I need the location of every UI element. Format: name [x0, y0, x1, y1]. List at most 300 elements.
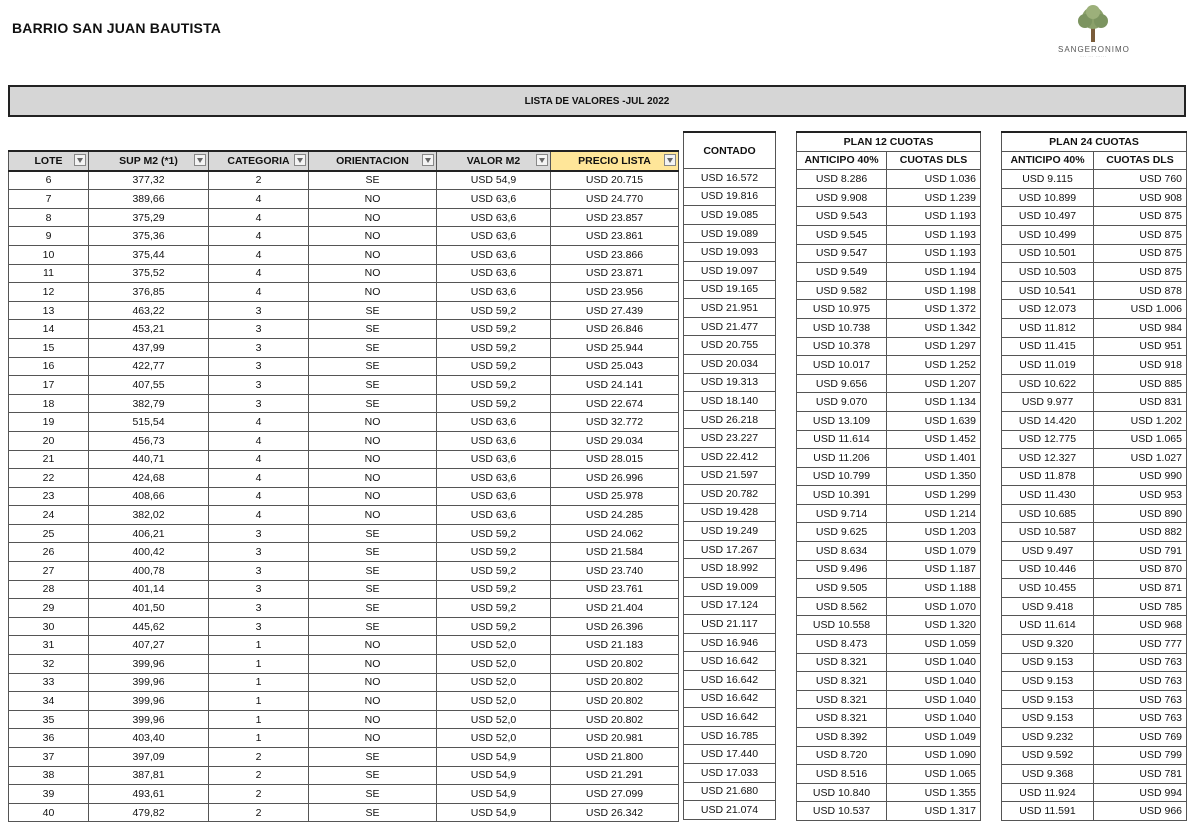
- table-row: [684, 299, 776, 318]
- table-row: [797, 653, 981, 672]
- anticipo-24-cell: USD 10.446: [1002, 560, 1094, 579]
- sup-cell: 401,14: [89, 580, 209, 599]
- valor-m2-cell: USD 52,0: [437, 692, 551, 711]
- anticipo-24-cell: USD 11.878: [1002, 467, 1094, 486]
- filter-dropdown-icon[interactable]: [536, 154, 548, 166]
- contado-cell: USD 21.117: [684, 615, 776, 634]
- cuotas-12-cell: USD 1.207: [887, 374, 981, 393]
- table-row: [684, 224, 776, 243]
- sup-cell: 375,44: [89, 245, 209, 264]
- precio-cell: USD 20.802: [551, 655, 679, 674]
- cuotas-24-cell: USD 966: [1094, 802, 1187, 821]
- table-row: [684, 373, 776, 392]
- anticipo-12-cell: USD 8.516: [797, 765, 887, 784]
- table-row: [9, 766, 679, 785]
- anticipo-12-cell: USD 9.545: [797, 225, 887, 244]
- valor-m2-cell: USD 63,6: [437, 506, 551, 525]
- anticipo-24-cell: USD 10.503: [1002, 263, 1094, 282]
- valor-m2-cell: USD 59,2: [437, 617, 551, 636]
- plan24-title: PLAN 24 CUOTAS: [1002, 132, 1187, 151]
- table-row: [797, 542, 981, 561]
- sup-cell: 387,81: [89, 766, 209, 785]
- cuotas-24-cell: USD 763: [1094, 690, 1187, 709]
- table-row: [1002, 411, 1187, 430]
- lote-cell: 26: [9, 543, 89, 562]
- lote-cell: 14: [9, 320, 89, 339]
- precio-cell: USD 26.342: [551, 803, 679, 822]
- sup-cell: 493,61: [89, 785, 209, 804]
- sup-cell: 422,77: [89, 357, 209, 376]
- col-header-valor-m2[interactable]: VALOR M2: [437, 151, 551, 171]
- anticipo-12-cell: USD 9.543: [797, 207, 887, 226]
- table-row: [684, 801, 776, 820]
- lote-cell: 19: [9, 413, 89, 432]
- cuotas-12-cell: USD 1.203: [887, 523, 981, 542]
- orientacion-cell: NO: [309, 227, 437, 246]
- table-row: [684, 596, 776, 615]
- price-list-banner: LISTA DE VALORES -JUL 2022: [8, 85, 1186, 117]
- valor-m2-cell: USD 54,9: [437, 803, 551, 822]
- cuotas-24-cell: USD 831: [1094, 393, 1187, 412]
- valor-m2-cell: USD 63,6: [437, 227, 551, 246]
- categoria-cell: 1: [209, 636, 309, 655]
- contado-table: [683, 131, 776, 820]
- anticipo-12-cell: USD 8.562: [797, 597, 887, 616]
- contado-cell: USD 23.227: [684, 429, 776, 448]
- anticipo-24-cell: USD 11.924: [1002, 783, 1094, 802]
- table-row: [684, 708, 776, 727]
- lote-cell: 35: [9, 710, 89, 729]
- table-row: [797, 672, 981, 691]
- cuotas-24-cell: USD 871: [1094, 579, 1187, 598]
- sup-cell: 400,42: [89, 543, 209, 562]
- sup-cell: 399,96: [89, 655, 209, 674]
- orientacion-cell: SE: [309, 766, 437, 785]
- cuotas-24-cell: USD 1.027: [1094, 449, 1187, 468]
- table-row: [684, 261, 776, 280]
- contado-cell: USD 19.009: [684, 578, 776, 597]
- cuotas-12-cell: USD 1.401: [887, 449, 981, 468]
- anticipo-24-cell: USD 14.420: [1002, 411, 1094, 430]
- table-row: [1002, 560, 1187, 579]
- categoria-cell: 4: [209, 283, 309, 302]
- cuotas-24-cell: USD 875: [1094, 263, 1187, 282]
- orientacion-cell: SE: [309, 803, 437, 822]
- categoria-cell: 4: [209, 413, 309, 432]
- table-row: [797, 467, 981, 486]
- anticipo-12-cell: USD 10.391: [797, 486, 887, 505]
- cuotas-24-cell: USD 994: [1094, 783, 1187, 802]
- anticipo-24-cell: USD 10.899: [1002, 188, 1094, 207]
- table-row: [797, 690, 981, 709]
- contado-cell: USD 19.428: [684, 503, 776, 522]
- sup-cell: 453,21: [89, 320, 209, 339]
- table-row: [684, 764, 776, 783]
- lote-cell: 21: [9, 450, 89, 469]
- anticipo-12-cell: USD 9.908: [797, 188, 887, 207]
- anticipo-12-cell: USD 8.720: [797, 746, 887, 765]
- table-row: [1002, 635, 1187, 654]
- sup-cell: 399,96: [89, 710, 209, 729]
- col-header-orientacion[interactable]: ORIENTACION: [309, 151, 437, 171]
- cuotas-12-cell: USD 1.350: [887, 467, 981, 486]
- anticipo-24-cell: USD 9.977: [1002, 393, 1094, 412]
- table-row: [1002, 690, 1187, 709]
- cuotas-12-cell: USD 1.079: [887, 542, 981, 561]
- table-row: [684, 671, 776, 690]
- anticipo-12-cell: USD 8.392: [797, 728, 887, 747]
- valor-m2-cell: USD 63,6: [437, 450, 551, 469]
- contado-cell: USD 19.313: [684, 373, 776, 392]
- col-header-lote[interactable]: LOTE: [9, 151, 89, 171]
- table-row: [9, 710, 679, 729]
- sup-cell: 375,29: [89, 208, 209, 227]
- table-row: [1002, 783, 1187, 802]
- cuotas-24-cell: USD 908: [1094, 188, 1187, 207]
- table-row: [684, 540, 776, 559]
- table-row: [684, 447, 776, 466]
- precio-cell: USD 25.978: [551, 487, 679, 506]
- table-row: [684, 726, 776, 745]
- precio-cell: USD 23.861: [551, 227, 679, 246]
- precio-cell: USD 21.183: [551, 636, 679, 655]
- categoria-cell: 1: [209, 710, 309, 729]
- table-row: [1002, 802, 1187, 821]
- table-row: [684, 652, 776, 671]
- anticipo-12-cell: USD 9.070: [797, 393, 887, 412]
- orientacion-cell: SE: [309, 785, 437, 804]
- cuotas-24-cell: USD 760: [1094, 170, 1187, 189]
- categoria-cell: 4: [209, 431, 309, 450]
- sup-cell: 399,96: [89, 673, 209, 692]
- table-row: [684, 503, 776, 522]
- table-row: [9, 785, 679, 804]
- cuotas-12-cell: USD 1.252: [887, 356, 981, 375]
- orientacion-cell: NO: [309, 283, 437, 302]
- table-row: [797, 244, 981, 263]
- table-row: [9, 227, 679, 246]
- valor-m2-cell: USD 52,0: [437, 710, 551, 729]
- table-row: [9, 450, 679, 469]
- filter-dropdown-icon[interactable]: [194, 154, 206, 166]
- lote-cell: 15: [9, 338, 89, 357]
- table-row: [684, 280, 776, 299]
- anticipo-12-cell: USD 10.558: [797, 616, 887, 635]
- lote-cell: 27: [9, 562, 89, 581]
- table-row: [1002, 244, 1187, 263]
- sup-cell: 463,22: [89, 301, 209, 320]
- precio-cell: USD 23.740: [551, 562, 679, 581]
- table-row: [684, 169, 776, 188]
- anticipo-24-cell: USD 9.418: [1002, 597, 1094, 616]
- table-row: [797, 188, 981, 207]
- anticipo-24-cell: USD 10.622: [1002, 374, 1094, 393]
- contado-cell: USD 21.680: [684, 782, 776, 801]
- table-row: [684, 782, 776, 801]
- table-row: [684, 429, 776, 448]
- table-row: [684, 187, 776, 206]
- table-row: [9, 655, 679, 674]
- table-row: [9, 320, 679, 339]
- valor-m2-cell: USD 59,2: [437, 580, 551, 599]
- table-row: [9, 673, 679, 692]
- table-row: [797, 728, 981, 747]
- filter-dropdown-icon[interactable]: [294, 154, 306, 166]
- cuotas-24-cell: USD 918: [1094, 356, 1187, 375]
- contado-cell: USD 17.124: [684, 596, 776, 615]
- contado-cell: USD 18.140: [684, 392, 776, 411]
- precio-cell: USD 22.674: [551, 394, 679, 413]
- cuotas-24-cell: USD 763: [1094, 672, 1187, 691]
- cuotas-24-cell: USD 791: [1094, 542, 1187, 561]
- categoria-cell: 1: [209, 692, 309, 711]
- table-row: [684, 689, 776, 708]
- contado-cell: USD 16.642: [684, 652, 776, 671]
- lote-cell: 7: [9, 190, 89, 209]
- cuotas-12-cell: USD 1.355: [887, 783, 981, 802]
- orientacion-cell: SE: [309, 338, 437, 357]
- table-row: [9, 171, 679, 190]
- cuotas-12-cell: USD 1.049: [887, 728, 981, 747]
- anticipo-24-cell: USD 9.320: [1002, 635, 1094, 654]
- table-row: [1002, 616, 1187, 635]
- cuotas-24-cell: USD 763: [1094, 709, 1187, 728]
- table-row: [797, 281, 981, 300]
- table-row: [9, 283, 679, 302]
- lote-cell: 28: [9, 580, 89, 599]
- cuotas-12-cell: USD 1.065: [887, 765, 981, 784]
- anticipo-12-cell: USD 9.505: [797, 579, 887, 598]
- contado-cell: USD 16.946: [684, 633, 776, 652]
- orientacion-cell: NO: [309, 729, 437, 748]
- categoria-cell: 3: [209, 543, 309, 562]
- valor-m2-cell: USD 52,0: [437, 729, 551, 748]
- filter-dropdown-icon[interactable]: [422, 154, 434, 166]
- precio-cell: USD 21.291: [551, 766, 679, 785]
- contado-cell: USD 21.477: [684, 317, 776, 336]
- sup-cell: 437,99: [89, 338, 209, 357]
- anticipo-24-cell: USD 9.368: [1002, 765, 1094, 784]
- anticipo-24-cell: USD 11.591: [1002, 802, 1094, 821]
- table-row: [797, 225, 981, 244]
- table-row: [797, 318, 981, 337]
- plan12-title: PLAN 12 CUOTAS: [797, 132, 981, 151]
- sup-cell: 389,66: [89, 190, 209, 209]
- contado-cell: USD 20.782: [684, 485, 776, 504]
- cuotas-12-cell: USD 1.198: [887, 281, 981, 300]
- anticipo-12-cell: USD 8.473: [797, 635, 887, 654]
- orientacion-cell: NO: [309, 655, 437, 674]
- contado-cell: USD 16.642: [684, 671, 776, 690]
- table-row: [797, 486, 981, 505]
- anticipo-24-cell: USD 11.430: [1002, 486, 1094, 505]
- orientacion-cell: SE: [309, 171, 437, 190]
- contado-cell: USD 16.642: [684, 689, 776, 708]
- table-row: [1002, 467, 1187, 486]
- table-row: [1002, 225, 1187, 244]
- contado-cell: USD 26.218: [684, 410, 776, 429]
- precio-cell: USD 32.772: [551, 413, 679, 432]
- lote-cell: 13: [9, 301, 89, 320]
- anticipo-24-cell: USD 9.153: [1002, 653, 1094, 672]
- table-row: [684, 559, 776, 578]
- lote-cell: 39: [9, 785, 89, 804]
- sup-cell: 375,52: [89, 264, 209, 283]
- orientacion-cell: NO: [309, 487, 437, 506]
- table-row: [1002, 281, 1187, 300]
- precio-cell: USD 23.857: [551, 208, 679, 227]
- table-row: [684, 615, 776, 634]
- cuotas-12-cell: USD 1.239: [887, 188, 981, 207]
- contado-cell: USD 20.034: [684, 354, 776, 373]
- table-row: [797, 635, 981, 654]
- lots-header-row: [9, 151, 679, 171]
- anticipo-24-cell: USD 10.497: [1002, 207, 1094, 226]
- anticipo-24-cell: USD 10.541: [1002, 281, 1094, 300]
- plan24-table: [1001, 131, 1187, 821]
- table-row: [1002, 597, 1187, 616]
- orientacion-cell: SE: [309, 543, 437, 562]
- table-row: [9, 469, 679, 488]
- table-row: [797, 263, 981, 282]
- sup-cell: 399,96: [89, 692, 209, 711]
- table-row: [1002, 356, 1187, 375]
- table-row: [797, 560, 981, 579]
- lots-table: [8, 150, 679, 822]
- categoria-cell: 4: [209, 227, 309, 246]
- precio-cell: USD 20.802: [551, 710, 679, 729]
- table-row: [1002, 746, 1187, 765]
- precio-cell: USD 25.043: [551, 357, 679, 376]
- sup-cell: 382,79: [89, 394, 209, 413]
- anticipo-12-cell: USD 9.496: [797, 560, 887, 579]
- table-row: [1002, 207, 1187, 226]
- orientacion-cell: NO: [309, 431, 437, 450]
- precio-cell: USD 26.846: [551, 320, 679, 339]
- sup-cell: 456,73: [89, 431, 209, 450]
- cuotas-12-cell: USD 1.040: [887, 709, 981, 728]
- contado-cell: USD 17.033: [684, 764, 776, 783]
- cuotas-24-cell: USD 875: [1094, 207, 1187, 226]
- sup-cell: 377,32: [89, 171, 209, 190]
- contado-cell: USD 20.755: [684, 336, 776, 355]
- categoria-cell: 4: [209, 208, 309, 227]
- precio-cell: USD 24.062: [551, 524, 679, 543]
- cuotas-12-cell: USD 1.090: [887, 746, 981, 765]
- table-row: [9, 245, 679, 264]
- precio-cell: USD 24.770: [551, 190, 679, 209]
- table-row: [797, 170, 981, 189]
- valor-m2-cell: USD 54,9: [437, 748, 551, 767]
- anticipo-24-cell: USD 9.592: [1002, 746, 1094, 765]
- col-header-precio-lista[interactable]: PRECIO LISTA: [551, 151, 679, 171]
- anticipo-24-cell: USD 10.685: [1002, 504, 1094, 523]
- table-row: [797, 411, 981, 430]
- categoria-cell: 2: [209, 766, 309, 785]
- orientacion-cell: NO: [309, 450, 437, 469]
- table-row: [797, 746, 981, 765]
- lote-cell: 38: [9, 766, 89, 785]
- valor-m2-cell: USD 59,2: [437, 376, 551, 395]
- cuotas-12-cell: USD 1.214: [887, 504, 981, 523]
- table-row: [9, 617, 679, 636]
- anticipo-12-cell: USD 10.840: [797, 783, 887, 802]
- table-row: [684, 633, 776, 652]
- col-header-sup[interactable]: SUP M2 (*1): [89, 151, 209, 171]
- table-row: [684, 392, 776, 411]
- table-row: [1002, 542, 1187, 561]
- anticipo-12-cell: USD 8.286: [797, 170, 887, 189]
- contado-cell: USD 22.412: [684, 447, 776, 466]
- orientacion-cell: SE: [309, 617, 437, 636]
- valor-m2-cell: USD 63,6: [437, 413, 551, 432]
- table-row: [797, 356, 981, 375]
- categoria-cell: 1: [209, 729, 309, 748]
- table-row: [684, 336, 776, 355]
- anticipo-24-cell: USD 9.497: [1002, 542, 1094, 561]
- table-row: [9, 413, 679, 432]
- cuotas-24-cell: USD 870: [1094, 560, 1187, 579]
- col-header-categoria[interactable]: CATEGORIA: [209, 151, 309, 171]
- table-row: [9, 543, 679, 562]
- cuotas-24-cell: USD 763: [1094, 653, 1187, 672]
- orientacion-cell: NO: [309, 264, 437, 283]
- lote-cell: 24: [9, 506, 89, 525]
- cuotas-12-cell: USD 1.188: [887, 579, 981, 598]
- anticipo-24-cell: USD 10.501: [1002, 244, 1094, 263]
- cuotas-12-cell: USD 1.297: [887, 337, 981, 356]
- table-row: [1002, 504, 1187, 523]
- precio-cell: USD 20.981: [551, 729, 679, 748]
- filter-dropdown-icon[interactable]: [664, 154, 676, 166]
- categoria-cell: 4: [209, 190, 309, 209]
- anticipo-24-cell: USD 9.232: [1002, 728, 1094, 747]
- precio-cell: USD 21.584: [551, 543, 679, 562]
- table-row: [1002, 449, 1187, 468]
- table-row: [1002, 337, 1187, 356]
- valor-m2-cell: USD 59,2: [437, 338, 551, 357]
- valor-m2-cell: USD 59,2: [437, 543, 551, 562]
- orientacion-cell: SE: [309, 376, 437, 395]
- table-row: [797, 207, 981, 226]
- contado-cell: USD 21.597: [684, 466, 776, 485]
- cuotas-24-cell: USD 781: [1094, 765, 1187, 784]
- filter-dropdown-icon[interactable]: [74, 154, 86, 166]
- col-header-anticipo-12: ANTICIPO 40%: [797, 151, 887, 170]
- anticipo-12-cell: USD 9.714: [797, 504, 887, 523]
- table-row: [797, 765, 981, 784]
- valor-m2-cell: USD 59,2: [437, 301, 551, 320]
- orientacion-cell: SE: [309, 562, 437, 581]
- lote-cell: 36: [9, 729, 89, 748]
- cuotas-24-cell: USD 1.065: [1094, 430, 1187, 449]
- anticipo-12-cell: USD 8.634: [797, 542, 887, 561]
- brand-logo: [1058, 4, 1128, 66]
- anticipo-24-cell: USD 9.115: [1002, 170, 1094, 189]
- cuotas-12-cell: USD 1.193: [887, 244, 981, 263]
- precio-cell: USD 24.285: [551, 506, 679, 525]
- categoria-cell: 1: [209, 673, 309, 692]
- table-row: [1002, 728, 1187, 747]
- cuotas-24-cell: USD 875: [1094, 244, 1187, 263]
- orientacion-cell: SE: [309, 748, 437, 767]
- categoria-cell: 3: [209, 599, 309, 618]
- lote-cell: 37: [9, 748, 89, 767]
- lote-cell: 10: [9, 245, 89, 264]
- categoria-cell: 2: [209, 748, 309, 767]
- contado-cell: USD 19.165: [684, 280, 776, 299]
- valor-m2-cell: USD 63,6: [437, 283, 551, 302]
